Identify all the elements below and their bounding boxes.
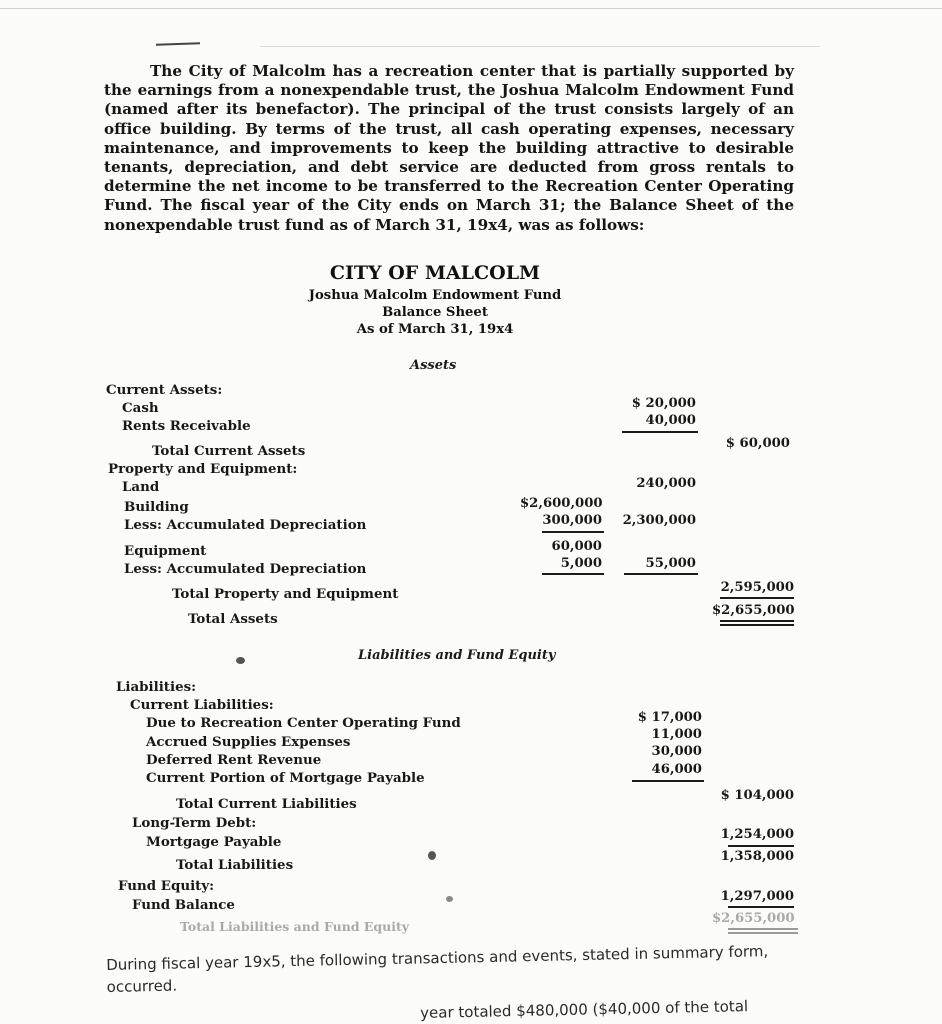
statement-fund-name: Joshua Malcolm Endowment Fund bbox=[308, 288, 562, 303]
underline bbox=[542, 531, 604, 533]
underline bbox=[728, 906, 794, 908]
underline bbox=[720, 597, 794, 599]
total-ppe-label: Total Property and Equipment bbox=[172, 586, 399, 602]
double-underline bbox=[728, 928, 798, 930]
underline bbox=[728, 845, 794, 847]
land-label: Land bbox=[122, 479, 160, 495]
underline bbox=[542, 573, 604, 575]
due-recreation-label: Due to Recreation Center Operating Fund bbox=[146, 715, 461, 731]
rents-receivable-label: Rents Receivable bbox=[122, 418, 251, 434]
accrued-supplies-value: 11,000 bbox=[651, 727, 702, 742]
rents-receivable-value: 40,000 bbox=[645, 413, 696, 428]
double-underline bbox=[720, 624, 794, 626]
current-assets-heading: Current Assets: bbox=[106, 382, 223, 398]
total-liabilities-fund-equity-value: $2,655,000 bbox=[712, 911, 795, 926]
intro-paragraph: The City of Malcolm has a recreation center that is partially supported by the earnings from a nonexpendable trust, the Joshua Malcolm Endowment Fund (named after its benefactor). The principal of the trust consists largely of an office building. By terms of the trust, all cash operating expenses, necessary maintenance, and improvements to keep the building attractive to desirable tenants, depreciation, and debt service are deducted from gross rentals to determine the net income to be transferred to the Recreation Center Operating Fund. The fiscal year of the City ends on March 31; the Balance Sheet of the nonexpendable trust fund as of March 31, 19x4, was as follows: bbox=[104, 62, 794, 234]
total-current-assets-value: $ 60,000 bbox=[725, 436, 790, 451]
total-current-liabilities-label: Total Current Liabilities bbox=[176, 796, 357, 812]
accrued-supplies-label: Accrued Supplies Expenses bbox=[146, 734, 351, 750]
liabilities-heading: Liabilities: bbox=[116, 679, 197, 695]
assets-section-title: Assets bbox=[410, 358, 457, 373]
building-net-value: 2,300,000 bbox=[622, 513, 696, 528]
equipment-depreciation-value: 5,000 bbox=[560, 556, 602, 571]
total-assets-value: $2,655,000 bbox=[712, 603, 795, 618]
statement-type: Balance Sheet bbox=[382, 305, 488, 320]
total-liabilities-label: Total Liabilities bbox=[176, 857, 294, 873]
pen-mark bbox=[156, 42, 200, 46]
equipment-net-value: 55,000 bbox=[645, 556, 696, 571]
fund-balance-value: 1,297,000 bbox=[720, 889, 794, 904]
double-underline bbox=[720, 620, 794, 622]
total-current-assets-label: Total Current Assets bbox=[152, 443, 306, 459]
current-mortgage-label: Current Portion of Mortgage Payable bbox=[146, 770, 425, 786]
statement-date: As of March 31, 19x4 bbox=[356, 322, 514, 337]
ink-speck bbox=[428, 851, 436, 860]
equipment-depreciation-label: Less: Accumulated Depreciation bbox=[124, 561, 367, 577]
underline bbox=[624, 573, 698, 575]
total-liabilities-fund-equity-label: Total Liabilities and Fund Equity bbox=[180, 919, 410, 934]
equipment-value: 60,000 bbox=[551, 539, 602, 554]
current-liabilities-heading: Current Liabilities: bbox=[130, 697, 274, 713]
fund-equity-heading: Fund Equity: bbox=[118, 878, 215, 894]
ink-speck bbox=[236, 657, 245, 664]
building-label: Building bbox=[124, 499, 189, 515]
building-depreciation-value: 300,000 bbox=[542, 513, 602, 528]
fund-balance-label: Fund Balance bbox=[132, 897, 235, 913]
ppe-heading: Property and Equipment: bbox=[108, 461, 298, 477]
liabilities-section-title: Liabilities and Fund Equity bbox=[358, 648, 556, 663]
outro-paragraph: During fiscal year 19x5, the following transactions and events, stated in summary form, occurred. bbox=[106, 942, 769, 996]
ink-speck bbox=[446, 896, 453, 902]
current-mortgage-value: 46,000 bbox=[651, 762, 702, 777]
cash-label: Cash bbox=[122, 400, 159, 416]
land-value: 240,000 bbox=[636, 476, 696, 491]
due-recreation-value: $ 17,000 bbox=[637, 710, 702, 725]
deferred-rent-label: Deferred Rent Revenue bbox=[146, 752, 322, 768]
total-assets-label: Total Assets bbox=[188, 611, 278, 627]
outro-cut-line: year totaled $480,000 ($40,000 of the total bbox=[420, 997, 749, 1022]
mortgage-payable-value: 1,254,000 bbox=[720, 827, 794, 842]
underline bbox=[632, 780, 704, 782]
equipment-label: Equipment bbox=[124, 543, 207, 559]
underline bbox=[622, 431, 698, 433]
total-current-liabilities-value: $ 104,000 bbox=[720, 788, 794, 803]
top-rule bbox=[0, 8, 942, 9]
deferred-rent-value: 30,000 bbox=[651, 744, 702, 759]
statement-city-title: CITY OF MALCOLM bbox=[329, 262, 541, 284]
long-term-debt-heading: Long-Term Debt: bbox=[132, 815, 257, 831]
mortgage-payable-label: Mortgage Payable bbox=[146, 834, 282, 850]
building-value: $2,600,000 bbox=[520, 496, 603, 511]
building-depreciation-label: Less: Accumulated Depreciation bbox=[124, 517, 367, 533]
total-ppe-value: 2,595,000 bbox=[720, 580, 794, 595]
total-liabilities-value: 1,358,000 bbox=[720, 849, 794, 864]
double-underline bbox=[728, 932, 798, 934]
faint-rule bbox=[260, 46, 820, 47]
cash-value: $ 20,000 bbox=[631, 396, 696, 411]
